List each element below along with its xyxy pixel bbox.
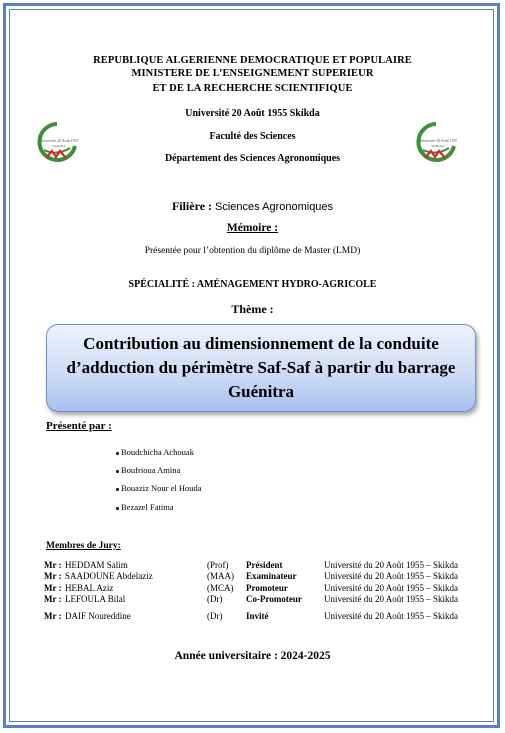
jury-name: SAADOUNE Abdelaziz (65, 571, 153, 581)
presented-for: Présentée pour l’obtention du diplôme de Master (LMD) (144, 246, 361, 256)
jury-role: Co-Promoteur (246, 594, 302, 604)
student-item (116, 447, 194, 457)
theme-label: Thème : (231, 302, 274, 316)
jury-role: Promoteur (246, 583, 288, 593)
student-item (116, 502, 174, 512)
academic-year: Année universitaire : 2024-2025 (174, 650, 331, 662)
jury-title: Mr : (44, 611, 62, 621)
jury-title: Mr : (44, 571, 62, 581)
jury-institution: Université du 20 Août 1955 – Skikda (324, 583, 458, 593)
university-logo-left (36, 120, 78, 168)
specialite: SPÉCIALITÉ : AMÉNAGEMENT HYDRO-AGRICOLE (128, 279, 377, 290)
jury-label: Membres de Jury: (46, 541, 121, 551)
presented-by-label: Présenté par : (46, 420, 112, 432)
jury-institution: Université du 20 Août 1955 – Skikda (324, 594, 458, 604)
logo-right-text: Université 20 Août 1955 (418, 138, 457, 143)
jury-institution: Université du 20 Août 1955 – Skikda (324, 560, 458, 570)
jury-title: Mr : (44, 594, 62, 604)
jury-name: LEFOULA Bilal (65, 594, 126, 604)
jury-name: DAIF Noureddine (65, 611, 131, 621)
logo-left-text: Université 20 Août 1955 (39, 138, 78, 143)
student-name: Bouaziz Nour el Houda (121, 483, 202, 493)
filiere-value: Sciences Agronomiques (215, 201, 334, 213)
jury-grade: (Dr) (207, 594, 223, 604)
jury-title: Mr : (44, 560, 62, 570)
jury-grade: (Dr) (207, 611, 223, 621)
jury-grade: (MAA) (207, 571, 234, 581)
jury-institution: Université du 20 Août 1955 – Skikda (324, 611, 458, 621)
logo-right-subtext: SKIKDA (431, 144, 445, 148)
memoire-label: Mémoire : (226, 222, 279, 234)
university-name: Université 20 Août 1955 Skikda (185, 108, 320, 119)
jury-name: HEDDAM Salim (65, 560, 128, 570)
student-name: Boufrioua Amina (121, 465, 181, 475)
theme-box (46, 324, 476, 412)
theme-title: Contribution au dimensionnement de la conduite d’adduction du périmètre Saf-Saf à partir du barrage Guénitra (66, 334, 456, 401)
jury-role: Invité (246, 611, 269, 621)
student-name: Bezazel Fatima (121, 502, 174, 512)
header-line-2: MINISTERE DE L’ENSEIGNEMENT SUPERIEUR (131, 68, 374, 79)
jury-grade: (MCA) (207, 583, 234, 593)
university-logo-right (415, 120, 457, 168)
jury-grade: (Prof) (207, 560, 229, 570)
student-name: Boudchicha Achouak (121, 447, 194, 457)
student-item (116, 465, 180, 475)
filiere-line (0, 199, 505, 214)
faculty-name: Faculté des Sciences (209, 131, 296, 142)
header-line-1: REPUBLIQUE ALGERIENNE DEMOCRATIQUE ET POPULAIRE (93, 55, 412, 66)
student-item (116, 483, 202, 493)
jury-role: Président (246, 560, 283, 570)
department-name: Département des Sciences Agronomiques (164, 153, 341, 164)
jury-institution: Université du 20 Août 1955 – Skikda (324, 571, 458, 581)
header-line-3: ET DE LA RECHERCHE SCIENTIFIQUE (152, 83, 353, 94)
jury-name: HEBAL Aziz (65, 583, 114, 593)
jury-role: Examinateur (246, 571, 297, 581)
jury-title: Mr : (44, 583, 62, 593)
logo-left-subtext: SKIKDA (52, 144, 66, 148)
filiere-label: Filière : (171, 199, 213, 213)
